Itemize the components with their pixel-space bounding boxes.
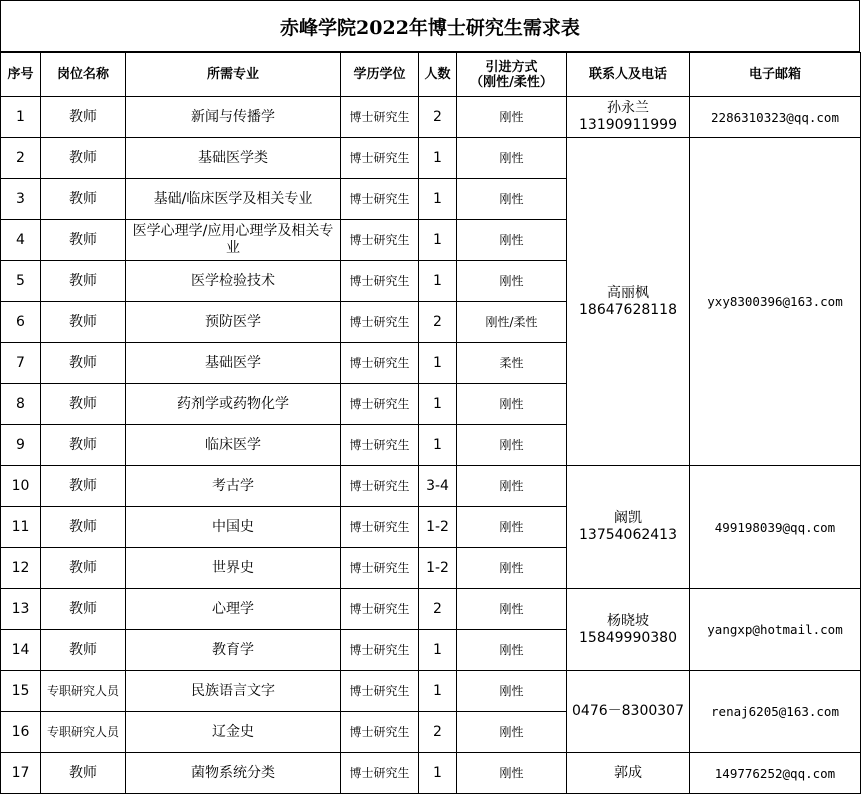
cell-position: 教师 bbox=[41, 548, 126, 589]
cell-intro-mode: 刚性/柔性 bbox=[457, 302, 567, 343]
cell-degree: 博士研究生 bbox=[341, 179, 419, 220]
cell-count: 1-2 bbox=[419, 548, 457, 589]
cell-degree: 博士研究生 bbox=[341, 302, 419, 343]
header-email: 电子邮箱 bbox=[690, 53, 861, 97]
cell-degree: 博士研究生 bbox=[341, 671, 419, 712]
cell-seq: 17 bbox=[1, 753, 41, 794]
cell-degree: 博士研究生 bbox=[341, 589, 419, 630]
cell-seq: 15 bbox=[1, 671, 41, 712]
demand-table bbox=[0, 52, 861, 794]
cell-contact bbox=[567, 138, 690, 466]
contact-name: 孙永兰 bbox=[607, 100, 649, 116]
cell-seq: 5 bbox=[1, 261, 41, 302]
cell-contact bbox=[567, 671, 690, 753]
cell-email[interactable]: yxy8300396@163.com bbox=[690, 138, 861, 466]
cell-seq: 2 bbox=[1, 138, 41, 179]
cell-major: 临床医学 bbox=[126, 425, 341, 466]
cell-count: 1 bbox=[419, 138, 457, 179]
cell-intro-mode: 刚性 bbox=[457, 384, 567, 425]
cell-count: 1 bbox=[419, 753, 457, 794]
cell-seq: 11 bbox=[1, 507, 41, 548]
cell-major: 辽金史 bbox=[126, 712, 341, 753]
cell-degree: 博士研究生 bbox=[341, 548, 419, 589]
cell-seq: 8 bbox=[1, 384, 41, 425]
table-row bbox=[1, 138, 861, 179]
cell-major: 考古学 bbox=[126, 466, 341, 507]
cell-contact bbox=[567, 753, 690, 794]
contact-name: 郭成 bbox=[614, 764, 642, 781]
cell-major: 医学检验技术 bbox=[126, 261, 341, 302]
cell-major: 民族语言文字 bbox=[126, 671, 341, 712]
cell-seq: 7 bbox=[1, 343, 41, 384]
cell-degree: 博士研究生 bbox=[341, 138, 419, 179]
header-degree: 学历学位 bbox=[341, 53, 419, 97]
cell-count: 1 bbox=[419, 343, 457, 384]
table-row bbox=[1, 753, 861, 794]
cell-email[interactable]: 149776252@qq.com bbox=[690, 753, 861, 794]
contact-name: 杨晓坡 bbox=[607, 612, 649, 629]
cell-intro-mode: 刚性 bbox=[457, 753, 567, 794]
table-row bbox=[1, 589, 861, 630]
cell-major: 教育学 bbox=[126, 630, 341, 671]
cell-count: 1 bbox=[419, 630, 457, 671]
cell-major: 中国史 bbox=[126, 507, 341, 548]
cell-contact bbox=[567, 589, 690, 671]
cell-count: 2 bbox=[419, 302, 457, 343]
cell-intro-mode: 柔性 bbox=[457, 343, 567, 384]
cell-email[interactable]: renaj6205@163.com bbox=[690, 671, 861, 753]
cell-position: 教师 bbox=[41, 97, 126, 138]
cell-position: 教师 bbox=[41, 753, 126, 794]
cell-count: 1 bbox=[419, 671, 457, 712]
cell-intro-mode: 刚性 bbox=[457, 261, 567, 302]
cell-position: 教师 bbox=[41, 261, 126, 302]
cell-count: 2 bbox=[419, 97, 457, 138]
cell-degree: 博士研究生 bbox=[341, 753, 419, 794]
cell-degree: 博士研究生 bbox=[341, 630, 419, 671]
cell-degree: 博士研究生 bbox=[341, 220, 419, 261]
cell-contact bbox=[567, 466, 690, 589]
contact-phone: 13754062413 bbox=[579, 527, 677, 543]
cell-count: 1 bbox=[419, 425, 457, 466]
cell-intro-mode: 刚性 bbox=[457, 138, 567, 179]
cell-position: 教师 bbox=[41, 343, 126, 384]
table-row bbox=[1, 97, 861, 138]
cell-seq: 16 bbox=[1, 712, 41, 753]
cell-major: 基础医学类 bbox=[126, 138, 341, 179]
header-contact: 联系人及电话 bbox=[567, 53, 690, 97]
cell-major: 预防医学 bbox=[126, 302, 341, 343]
cell-count: 3-4 bbox=[419, 466, 457, 507]
table-row bbox=[1, 671, 861, 712]
cell-email[interactable]: yangxp@hotmail.com bbox=[690, 589, 861, 671]
cell-intro-mode: 刚性 bbox=[457, 466, 567, 507]
contact-name: 阚凯 bbox=[614, 510, 642, 526]
cell-degree: 博士研究生 bbox=[341, 384, 419, 425]
cell-intro-mode: 刚性 bbox=[457, 548, 567, 589]
cell-seq: 9 bbox=[1, 425, 41, 466]
cell-count: 1 bbox=[419, 220, 457, 261]
cell-position: 教师 bbox=[41, 179, 126, 220]
cell-major: 基础/临床医学及相关专业 bbox=[126, 179, 341, 220]
header-intro-mode bbox=[457, 53, 567, 97]
cell-count: 1-2 bbox=[419, 507, 457, 548]
header-major: 所需专业 bbox=[126, 53, 341, 97]
cell-intro-mode: 刚性 bbox=[457, 671, 567, 712]
cell-position: 教师 bbox=[41, 138, 126, 179]
cell-seq: 12 bbox=[1, 548, 41, 589]
cell-count: 2 bbox=[419, 712, 457, 753]
cell-seq: 14 bbox=[1, 630, 41, 671]
cell-major: 新闻与传播学 bbox=[126, 97, 341, 138]
cell-position: 教师 bbox=[41, 302, 126, 343]
cell-major: 基础医学 bbox=[126, 343, 341, 384]
cell-intro-mode: 刚性 bbox=[457, 97, 567, 138]
header-row bbox=[1, 53, 861, 97]
cell-degree: 博士研究生 bbox=[341, 425, 419, 466]
cell-intro-mode: 刚性 bbox=[457, 220, 567, 261]
cell-degree: 博士研究生 bbox=[341, 466, 419, 507]
cell-seq: 1 bbox=[1, 97, 41, 138]
cell-email[interactable]: 2286310323@qq.com bbox=[690, 97, 861, 138]
cell-position: 教师 bbox=[41, 630, 126, 671]
cell-position: 教师 bbox=[41, 507, 126, 548]
cell-count: 1 bbox=[419, 179, 457, 220]
cell-intro-mode: 刚性 bbox=[457, 712, 567, 753]
contact-phone: 0476－8300307 bbox=[572, 703, 684, 719]
cell-seq: 13 bbox=[1, 589, 41, 630]
page-title: 赤峰学院2022年博士研究生需求表 bbox=[0, 0, 860, 52]
contact-name: 高丽枫 bbox=[607, 284, 649, 301]
cell-intro-mode: 刚性 bbox=[457, 630, 567, 671]
table-row bbox=[1, 466, 861, 507]
cell-position: 教师 bbox=[41, 425, 126, 466]
cell-major: 菌物系统分类 bbox=[126, 753, 341, 794]
cell-major: 世界史 bbox=[126, 548, 341, 589]
cell-contact bbox=[567, 97, 690, 138]
cell-position: 教师 bbox=[41, 589, 126, 630]
cell-degree: 博士研究生 bbox=[341, 97, 419, 138]
cell-position: 专职研究人员 bbox=[41, 712, 126, 753]
cell-intro-mode: 刚性 bbox=[457, 179, 567, 220]
header-count: 人数 bbox=[419, 53, 457, 97]
cell-seq: 10 bbox=[1, 466, 41, 507]
header-seq: 序号 bbox=[1, 53, 41, 97]
cell-degree: 博士研究生 bbox=[341, 507, 419, 548]
cell-count: 1 bbox=[419, 261, 457, 302]
cell-seq: 3 bbox=[1, 179, 41, 220]
header-intro-mode-line2: （刚性/柔性） bbox=[470, 74, 553, 90]
table-body bbox=[1, 97, 861, 794]
header-position: 岗位名称 bbox=[41, 53, 126, 97]
header-intro-mode-line1: 引进方式 bbox=[485, 59, 538, 75]
cell-major: 医学心理学/应用心理学及相关专业 bbox=[126, 220, 341, 261]
cell-seq: 6 bbox=[1, 302, 41, 343]
cell-degree: 博士研究生 bbox=[341, 261, 419, 302]
cell-major: 药剂学或药物化学 bbox=[126, 384, 341, 425]
contact-phone: 13190911999 bbox=[579, 117, 677, 133]
cell-count: 2 bbox=[419, 589, 457, 630]
cell-position: 教师 bbox=[41, 220, 126, 261]
cell-intro-mode: 刚性 bbox=[457, 425, 567, 466]
contact-phone: 18647628118 bbox=[579, 301, 677, 318]
cell-position: 教师 bbox=[41, 466, 126, 507]
cell-degree: 博士研究生 bbox=[341, 343, 419, 384]
cell-intro-mode: 刚性 bbox=[457, 507, 567, 548]
cell-position: 教师 bbox=[41, 384, 126, 425]
cell-email[interactable]: 499198039@qq.com bbox=[690, 466, 861, 589]
cell-degree: 博士研究生 bbox=[341, 712, 419, 753]
cell-intro-mode: 刚性 bbox=[457, 589, 567, 630]
cell-count: 1 bbox=[419, 384, 457, 425]
cell-seq: 4 bbox=[1, 220, 41, 261]
contact-phone: 15849990380 bbox=[579, 629, 677, 646]
cell-major: 心理学 bbox=[126, 589, 341, 630]
cell-position: 专职研究人员 bbox=[41, 671, 126, 712]
